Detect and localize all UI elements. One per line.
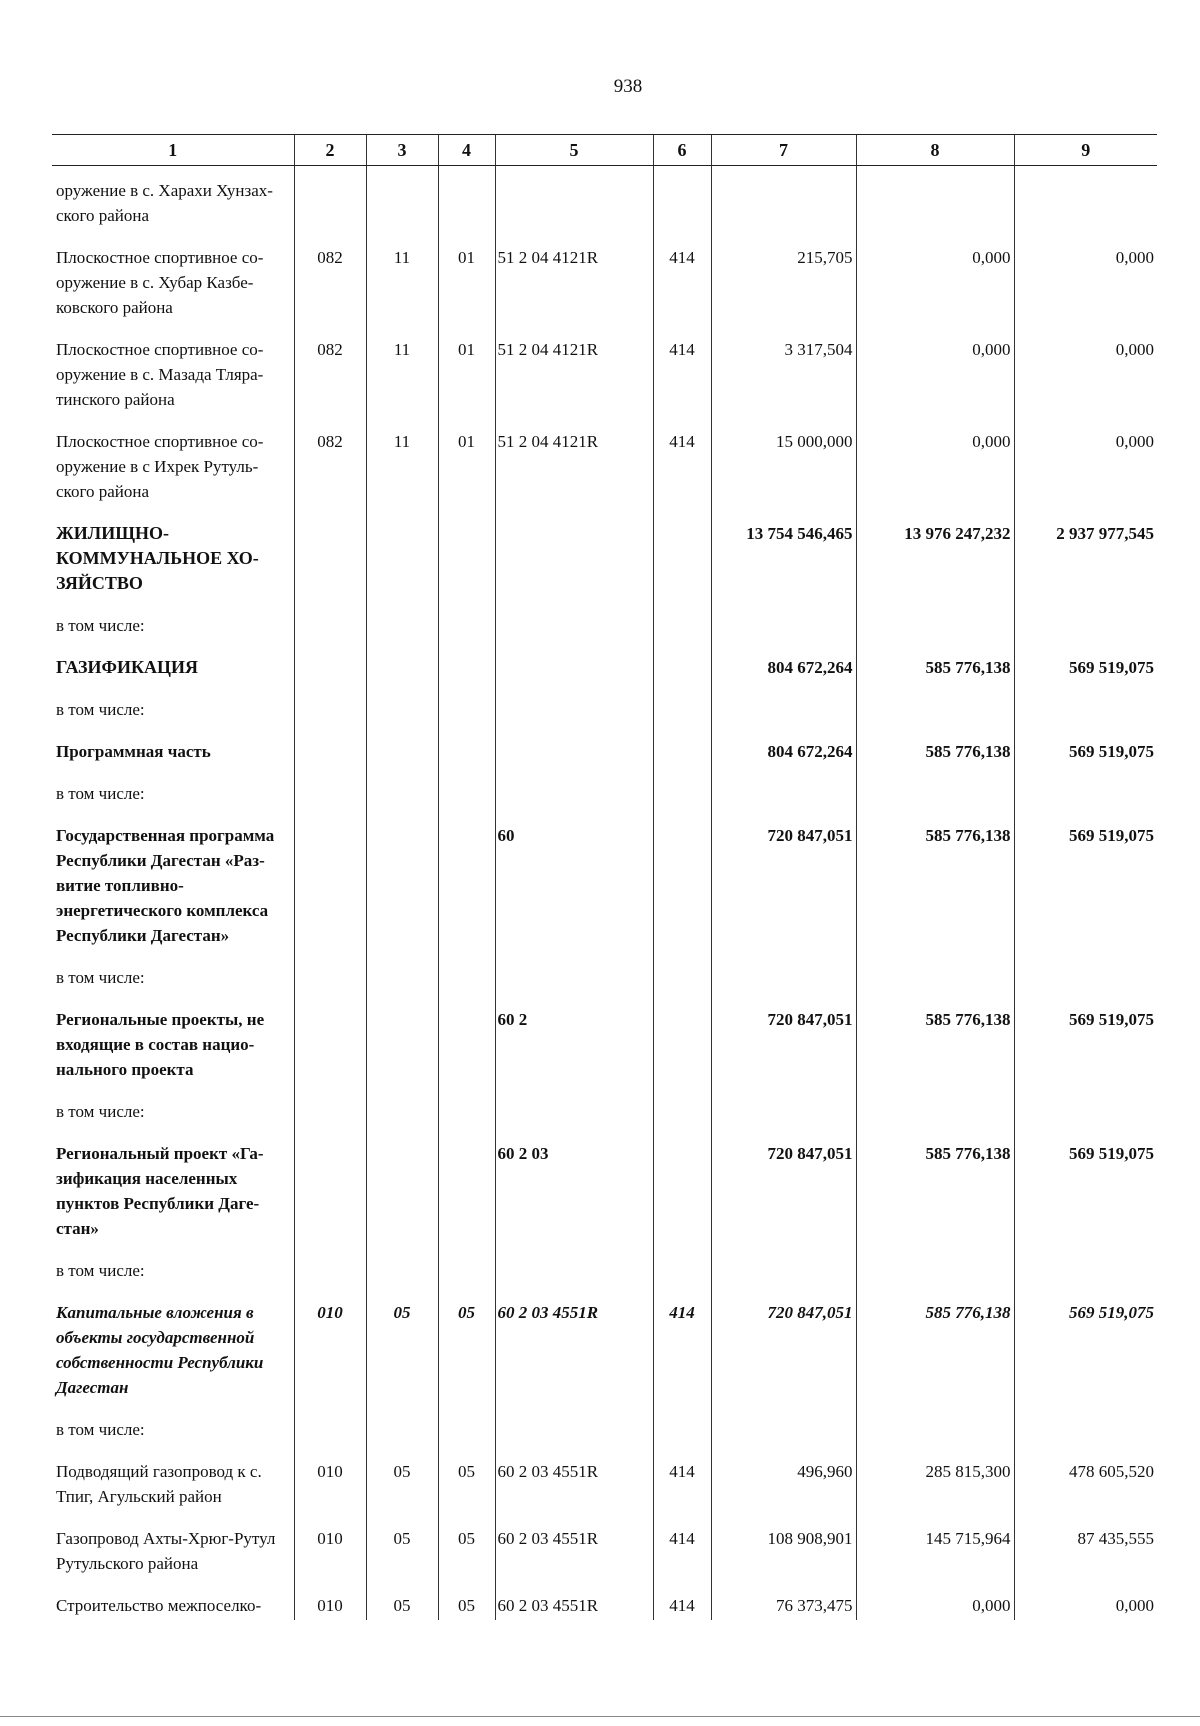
cell-value-9: 569 519,075 [1014, 823, 1157, 965]
cell-code-2 [294, 613, 366, 655]
cell-code-4 [438, 1417, 495, 1459]
budget-table [52, 134, 1157, 1620]
cell-code-3: 05 [366, 1459, 438, 1526]
cell-code-5: 60 2 [495, 1007, 653, 1099]
cell-code-2 [294, 1007, 366, 1099]
cell-value-7: 108 908,901 [711, 1526, 856, 1593]
cell-code-5: 51 2 04 4121R [495, 245, 653, 337]
cell-value-7: 496,960 [711, 1459, 856, 1526]
cell-code-4 [438, 781, 495, 823]
cell-value-9: 569 519,075 [1014, 655, 1157, 697]
cell-code-3: 11 [366, 429, 438, 521]
cell-code-6 [653, 739, 711, 781]
table-row [52, 655, 1157, 697]
cell-value-9 [1014, 781, 1157, 823]
cell-value-8: 585 776,138 [856, 1141, 1014, 1258]
cell-code-2: 082 [294, 337, 366, 429]
cell-value-9 [1014, 1099, 1157, 1141]
cell-value-7: 13 754 546,465 [711, 521, 856, 613]
cell-value-7: 215,705 [711, 245, 856, 337]
cell-code-6 [653, 1141, 711, 1258]
cell-code-6 [653, 613, 711, 655]
table-row [52, 1593, 1157, 1620]
cell-name: Плоскостное спортивное со-оружение в с. Хубар Казбе-ковского района [56, 248, 264, 317]
table-row [52, 521, 1157, 613]
column-header-1: 1 [52, 135, 294, 166]
cell-code-6 [653, 1099, 711, 1141]
cell-code-6 [653, 166, 711, 246]
cell-code-3 [366, 823, 438, 965]
cell-code-2 [294, 739, 366, 781]
cell-code-4 [438, 655, 495, 697]
cell-name: Региональный проект «Га-зификация населенных пунктов Республики Даге-стан» [56, 1144, 264, 1238]
cell-name: Государственная программа Республики Дагестан «Раз-витие топливно-энергетического комплекса Республики Дагестан» [56, 826, 275, 945]
table-row [52, 429, 1157, 521]
cell-code-3: 11 [366, 337, 438, 429]
cell-code-4: 05 [438, 1459, 495, 1526]
cell-value-9 [1014, 1258, 1157, 1300]
cell-code-5: 60 2 03 [495, 1141, 653, 1258]
cell-value-8 [856, 1099, 1014, 1141]
cell-code-3 [366, 1007, 438, 1099]
cell-code-5: 51 2 04 4121R [495, 429, 653, 521]
table-row [52, 823, 1157, 965]
table-row [52, 337, 1157, 429]
table-body [52, 166, 1157, 1621]
cell-value-9 [1014, 965, 1157, 1007]
cell-code-4 [438, 1099, 495, 1141]
cell-value-8: 585 776,138 [856, 739, 1014, 781]
cell-value-8 [856, 1417, 1014, 1459]
cell-value-7: 720 847,051 [711, 1007, 856, 1099]
cell-code-2 [294, 1258, 366, 1300]
cell-value-9: 569 519,075 [1014, 1300, 1157, 1417]
cell-code-3 [366, 697, 438, 739]
cell-name: Газопровод Ахты-Хрюг-Рутул Рутульского района [56, 1529, 276, 1573]
table-row [52, 1526, 1157, 1593]
cell-value-8: 0,000 [856, 245, 1014, 337]
cell-name: в том числе: [56, 616, 145, 635]
cell-code-3 [366, 781, 438, 823]
cell-value-8: 585 776,138 [856, 1300, 1014, 1417]
cell-code-4 [438, 613, 495, 655]
cell-code-3 [366, 965, 438, 1007]
cell-code-4 [438, 166, 495, 246]
cell-value-7: 720 847,051 [711, 1300, 856, 1417]
cell-value-9: 0,000 [1014, 337, 1157, 429]
cell-name: в том числе: [56, 1102, 145, 1121]
cell-code-4 [438, 1258, 495, 1300]
column-header-4: 4 [438, 135, 495, 166]
cell-value-8: 0,000 [856, 1593, 1014, 1620]
table-row [52, 1141, 1157, 1258]
cell-code-3 [366, 1417, 438, 1459]
cell-value-8 [856, 166, 1014, 246]
cell-code-4: 01 [438, 245, 495, 337]
page-number: 938 [613, 76, 643, 97]
cell-code-6 [653, 697, 711, 739]
cell-code-2: 082 [294, 429, 366, 521]
cell-value-8: 285 815,300 [856, 1459, 1014, 1526]
cell-code-6 [653, 521, 711, 613]
cell-code-6: 414 [653, 1459, 711, 1526]
cell-code-4: 01 [438, 337, 495, 429]
cell-value-7 [711, 1099, 856, 1141]
cell-value-9 [1014, 166, 1157, 246]
cell-code-3: 05 [366, 1526, 438, 1593]
cell-value-7: 15 000,000 [711, 429, 856, 521]
cell-code-6: 414 [653, 429, 711, 521]
cell-code-6: 414 [653, 337, 711, 429]
cell-code-6: 414 [653, 1300, 711, 1417]
table-row [52, 697, 1157, 739]
cell-code-5: 60 2 03 4551R [495, 1593, 653, 1620]
table-row [52, 166, 1157, 246]
table-row [52, 1007, 1157, 1099]
cell-value-7 [711, 697, 856, 739]
cell-value-7: 804 672,264 [711, 655, 856, 697]
cell-code-3 [366, 166, 438, 246]
table-row [52, 613, 1157, 655]
column-header-8: 8 [856, 135, 1014, 166]
cell-code-6 [653, 823, 711, 965]
cell-value-7: 804 672,264 [711, 739, 856, 781]
cell-code-2 [294, 823, 366, 965]
cell-value-8: 145 715,964 [856, 1526, 1014, 1593]
cell-code-4 [438, 1007, 495, 1099]
cell-name: в том числе: [56, 1261, 145, 1280]
cell-value-7 [711, 1417, 856, 1459]
cell-code-6 [653, 655, 711, 697]
cell-code-2: 010 [294, 1459, 366, 1526]
cell-code-5: 51 2 04 4121R [495, 337, 653, 429]
cell-value-9 [1014, 697, 1157, 739]
column-header-2: 2 [294, 135, 366, 166]
cell-code-2 [294, 781, 366, 823]
cell-value-8: 0,000 [856, 429, 1014, 521]
cell-code-4 [438, 823, 495, 965]
cell-value-8 [856, 965, 1014, 1007]
cell-code-5: 60 [495, 823, 653, 965]
cell-code-2 [294, 697, 366, 739]
cell-name: в том числе: [56, 1420, 145, 1439]
table-row [52, 1459, 1157, 1526]
cell-value-8: 585 776,138 [856, 1007, 1014, 1099]
cell-code-5 [495, 166, 653, 246]
cell-code-3 [366, 739, 438, 781]
cell-code-2 [294, 1099, 366, 1141]
cell-name: Региональные проекты, не входящие в состав нацио-нального проекта [56, 1010, 265, 1079]
cell-code-6 [653, 1417, 711, 1459]
cell-value-7 [711, 1258, 856, 1300]
cell-code-5: 60 2 03 4551R [495, 1300, 653, 1417]
cell-code-3 [366, 521, 438, 613]
cell-value-9: 0,000 [1014, 429, 1157, 521]
column-header-7: 7 [711, 135, 856, 166]
cell-code-3: 11 [366, 245, 438, 337]
cell-value-8: 585 776,138 [856, 655, 1014, 697]
cell-name: оружение в с. Харахи Хунзах-ского района [56, 181, 273, 225]
cell-name: ГАЗИФИКАЦИЯ [56, 657, 199, 677]
cell-value-7: 3 317,504 [711, 337, 856, 429]
cell-code-3 [366, 1099, 438, 1141]
cell-value-9: 478 605,520 [1014, 1459, 1157, 1526]
cell-value-7: 76 373,475 [711, 1593, 856, 1620]
cell-code-6: 414 [653, 245, 711, 337]
cell-code-5: 60 2 03 4551R [495, 1459, 653, 1526]
cell-value-8 [856, 781, 1014, 823]
cell-name: Плоскостное спортивное со-оружение в с Ихрек Рутуль-ского района [56, 432, 264, 501]
cell-name: ЖИЛИЩНО-КОММУНАЛЬНОЕ ХО-ЗЯЙСТВО [56, 523, 259, 593]
page-bottom-rule [0, 1716, 1200, 1717]
cell-value-9: 569 519,075 [1014, 1141, 1157, 1258]
table-row [52, 1099, 1157, 1141]
cell-value-7 [711, 166, 856, 246]
table-row [52, 1258, 1157, 1300]
cell-code-5 [495, 613, 653, 655]
cell-value-9: 569 519,075 [1014, 1007, 1157, 1099]
cell-code-5 [495, 521, 653, 613]
cell-value-9 [1014, 1417, 1157, 1459]
cell-code-4: 01 [438, 429, 495, 521]
cell-value-7 [711, 613, 856, 655]
cell-code-5 [495, 781, 653, 823]
cell-value-7: 720 847,051 [711, 823, 856, 965]
cell-code-3: 05 [366, 1300, 438, 1417]
cell-code-3 [366, 1141, 438, 1258]
column-header-9: 9 [1014, 135, 1157, 166]
cell-name: в том числе: [56, 784, 145, 803]
cell-code-2 [294, 1141, 366, 1258]
cell-value-7 [711, 781, 856, 823]
table-row [52, 245, 1157, 337]
cell-code-5 [495, 739, 653, 781]
cell-value-9: 0,000 [1014, 1593, 1157, 1620]
cell-code-3 [366, 1258, 438, 1300]
cell-name: в том числе: [56, 700, 145, 719]
cell-code-4 [438, 739, 495, 781]
table-row [52, 1417, 1157, 1459]
cell-value-9: 569 519,075 [1014, 739, 1157, 781]
cell-code-5: 60 2 03 4551R [495, 1526, 653, 1593]
cell-value-9: 2 937 977,545 [1014, 521, 1157, 613]
cell-name: Строительство межпоселко- [56, 1596, 262, 1615]
cell-code-2 [294, 1417, 366, 1459]
column-header-5: 5 [495, 135, 653, 166]
cell-name: Подводящий газопровод к с. Тпиг, Агульский район [56, 1462, 262, 1506]
cell-code-6 [653, 781, 711, 823]
cell-code-4: 05 [438, 1300, 495, 1417]
cell-code-6: 414 [653, 1593, 711, 1620]
cell-code-4: 05 [438, 1526, 495, 1593]
cell-code-4 [438, 697, 495, 739]
cell-code-3 [366, 613, 438, 655]
cell-code-6 [653, 1258, 711, 1300]
cell-value-7: 720 847,051 [711, 1141, 856, 1258]
cell-code-2 [294, 965, 366, 1007]
cell-code-5 [495, 965, 653, 1007]
cell-value-8: 0,000 [856, 337, 1014, 429]
cell-value-9: 0,000 [1014, 245, 1157, 337]
cell-code-5 [495, 1258, 653, 1300]
cell-code-5 [495, 697, 653, 739]
cell-code-3: 05 [366, 1593, 438, 1620]
table-row [52, 965, 1157, 1007]
cell-code-2 [294, 166, 366, 246]
cell-name: Программная часть [56, 742, 211, 761]
cell-value-8 [856, 613, 1014, 655]
cell-code-3 [366, 655, 438, 697]
cell-value-8 [856, 1258, 1014, 1300]
cell-value-8: 13 976 247,232 [856, 521, 1014, 613]
cell-code-6 [653, 965, 711, 1007]
cell-value-8 [856, 697, 1014, 739]
cell-code-2: 082 [294, 245, 366, 337]
cell-code-5 [495, 655, 653, 697]
cell-code-5 [495, 1417, 653, 1459]
cell-name: Капитальные вложения в объекты государственной собственности Республики Дагестан [56, 1303, 264, 1397]
table-row [52, 781, 1157, 823]
cell-value-8: 585 776,138 [856, 823, 1014, 965]
column-header-6: 6 [653, 135, 711, 166]
cell-code-4: 05 [438, 1593, 495, 1620]
cell-code-2 [294, 655, 366, 697]
cell-code-4 [438, 521, 495, 613]
cell-value-9 [1014, 613, 1157, 655]
table-header-row [52, 135, 1157, 166]
cell-code-2: 010 [294, 1300, 366, 1417]
cell-code-5 [495, 1099, 653, 1141]
table-row [52, 739, 1157, 781]
cell-code-2: 010 [294, 1593, 366, 1620]
cell-code-6 [653, 1007, 711, 1099]
cell-code-4 [438, 965, 495, 1007]
cell-code-2 [294, 521, 366, 613]
cell-code-2: 010 [294, 1526, 366, 1593]
cell-code-6: 414 [653, 1526, 711, 1593]
cell-code-4 [438, 1141, 495, 1258]
column-header-3: 3 [366, 135, 438, 166]
table-row [52, 1300, 1157, 1417]
cell-name: Плоскостное спортивное со-оружение в с. Мазада Тляра-тинского района [56, 340, 264, 409]
cell-value-9: 87 435,555 [1014, 1526, 1157, 1593]
cell-value-7 [711, 965, 856, 1007]
cell-name: в том числе: [56, 968, 145, 987]
